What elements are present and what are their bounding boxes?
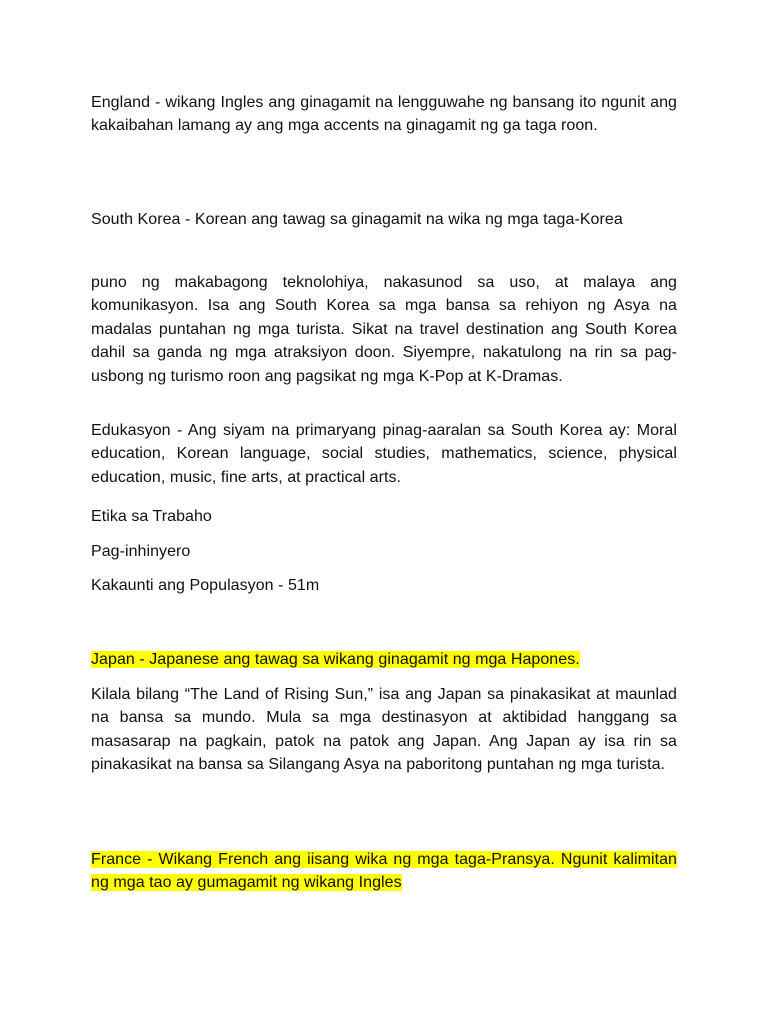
paragraph-etika-sa-trabaho-text: Etika sa Trabaho [91,508,212,525]
paragraph-south-korea-description-text: puno ng makabagong teknolohiya, nakasunod sa uso, at malaya ang komunikasyon. Isa ang South Korea sa mga bansa sa rehiyon ng Asya na madalas puntahan ng mga turista. Sikat na travel destination ang South Korea dahil sa ganda ng mga atraksiyon doon. Siyempre, nakatulong na rin sa pag-usbong ng turismo roon ang pagsikat ng mga K-Pop at K-Dramas. [91,274,677,385]
paragraph-populasyon [91,574,677,597]
paragraph-south-korea-heading [91,208,677,231]
paragraph-pag-inhinyero-text: Pag-inhinyero [91,543,191,560]
paragraph-japan-description-text: Kilala bilang “The Land of Rising Sun,” isa ang Japan sa pinakasikat at maunlad na bansa sa mundo. Mula sa mga destinasyon at aktibidad hanggang sa masasarap na pagkain, patok na patok ang Japan. Ang Japan ay isa rin sa pinakasikat na bansa sa Silangang Asya na paboritong puntahan ng mga turista. [91,686,677,774]
paragraph-japan-description [91,683,677,777]
paragraph-edukasyon-text: Edukasyon - Ang siyam na primaryang pinag-aaralan sa South Korea ay: Moral education, Korean language, social studies, mathematics, science, physical education, music, fine arts, at practical arts. [91,422,677,486]
paragraph-south-korea-heading-text: South Korea - Korean ang tawag sa ginagamit na wika ng mga taga-Korea [91,211,623,228]
paragraph-etika-sa-trabaho [91,505,677,528]
paragraph-japan-heading-highlighted-text: Japan - Japanese ang tawag sa wikang ginagamit ng mga Hapones. [91,651,580,668]
paragraph-populasyon-text: Kakaunti ang Populasyon - 51m [91,577,320,594]
paragraph-edukasyon [91,419,677,489]
paragraph-south-korea-description [91,271,677,388]
paragraph-england [91,91,677,138]
paragraph-france-highlighted-text: France - Wikang French ang iisang wika ng mga taga-Pransya. Ngunit kalimitan ng mga tao ay gumagamit ng wikang Ingles [91,851,677,892]
paragraph-france [91,848,677,895]
paragraph-england-text: England - wikang Ingles ang ginagamit na lengguwahe ng bansang ito ngunit ang kakaibahan lamang ay ang mga accents na ginagamit ng ga taga roon. [91,94,677,135]
paragraph-japan-heading [91,648,677,671]
paragraph-pag-inhinyero [91,540,677,563]
